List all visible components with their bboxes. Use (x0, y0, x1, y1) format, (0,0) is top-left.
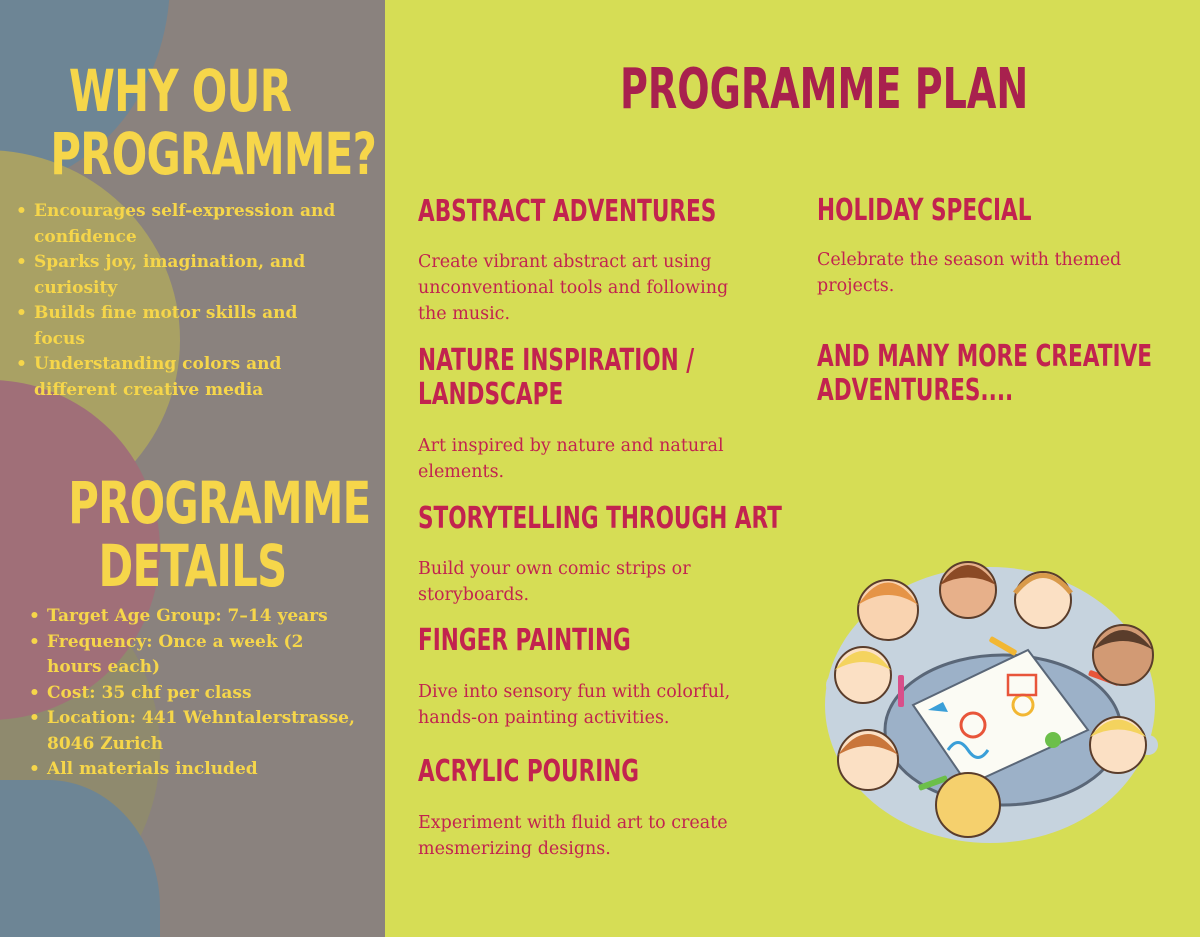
programme-plan-title: PROGRAMME PLAN (620, 57, 1029, 122)
child (1015, 572, 1071, 628)
child (1090, 717, 1146, 773)
benefits-list (12, 199, 342, 403)
section-title-many-more (817, 340, 1152, 408)
list-item: • Encourages self-expression and confidence (12, 199, 342, 250)
list-item: • Frequency: Once a week (2 hours each) (25, 630, 355, 681)
left-panel (0, 0, 385, 937)
heading-line: WHY OUR (68, 57, 292, 125)
section-title-acrylic-pouring: ACRYLIC POURING (418, 754, 640, 789)
heading-line: PROGRAMME (68, 469, 371, 537)
programme-details-heading (68, 469, 371, 600)
heading-line: DETAILS (98, 531, 287, 600)
heading-line: NATURE INSPIRATION / (418, 343, 695, 378)
list-item: • All materials included (25, 757, 355, 783)
why-programme-heading (50, 57, 377, 188)
list-item: • Sparks joy, imagination, and curiosity (12, 250, 342, 301)
child (1093, 625, 1153, 685)
crayon (898, 675, 904, 707)
heading-line: PROGRAMME? (50, 119, 377, 188)
list-item: • Cost: 35 chf per class (25, 681, 355, 707)
section-text-acrylic-pouring: Experiment with fluid art to create mesmerizing designs. (418, 813, 728, 859)
child (858, 580, 918, 640)
heading-line: ADVENTURES.... (817, 373, 1014, 408)
list-item: • Understanding colors and different creative media (12, 352, 342, 403)
section-text-nature-inspiration: Art inspired by nature and natural elements. (418, 436, 724, 482)
section-title-holiday-special: HOLIDAY SPECIAL (817, 193, 1032, 228)
details-list (25, 604, 355, 783)
section-title-finger-painting: FINGER PAINTING (418, 623, 631, 658)
section-text-storytelling: Build your own comic strips or storyboards. (418, 559, 691, 605)
heading-line: AND MANY MORE CREATIVE (817, 339, 1152, 374)
list-item: • Builds fine motor skills and focus (12, 301, 342, 352)
section-text-abstract-adventures: Create vibrant abstract art using unconventional tools and following the music. (418, 252, 729, 324)
child (936, 773, 1000, 837)
list-item: • Target Age Group: 7–14 years (25, 604, 355, 630)
heading-line: LANDSCAPE (418, 377, 564, 412)
child (838, 730, 898, 790)
doodle (1045, 732, 1061, 748)
section-title-nature-inspiration (418, 344, 694, 412)
children-drawing-around-table-illustration (818, 555, 1163, 855)
section-text-finger-painting: Dive into sensory fun with colorful, hands-on painting activities. (418, 682, 731, 728)
section-title-abstract-adventures: ABSTRACT ADVENTURES (418, 194, 717, 229)
child (940, 562, 996, 618)
list-item: • Location: 441 Wehntalerstrasse, 8046 Zurich (25, 706, 355, 757)
child (835, 647, 891, 703)
section-text-holiday-special: Celebrate the season with themed projects. (817, 250, 1122, 296)
section-title-storytelling: STORYTELLING THROUGH ART (418, 501, 782, 536)
